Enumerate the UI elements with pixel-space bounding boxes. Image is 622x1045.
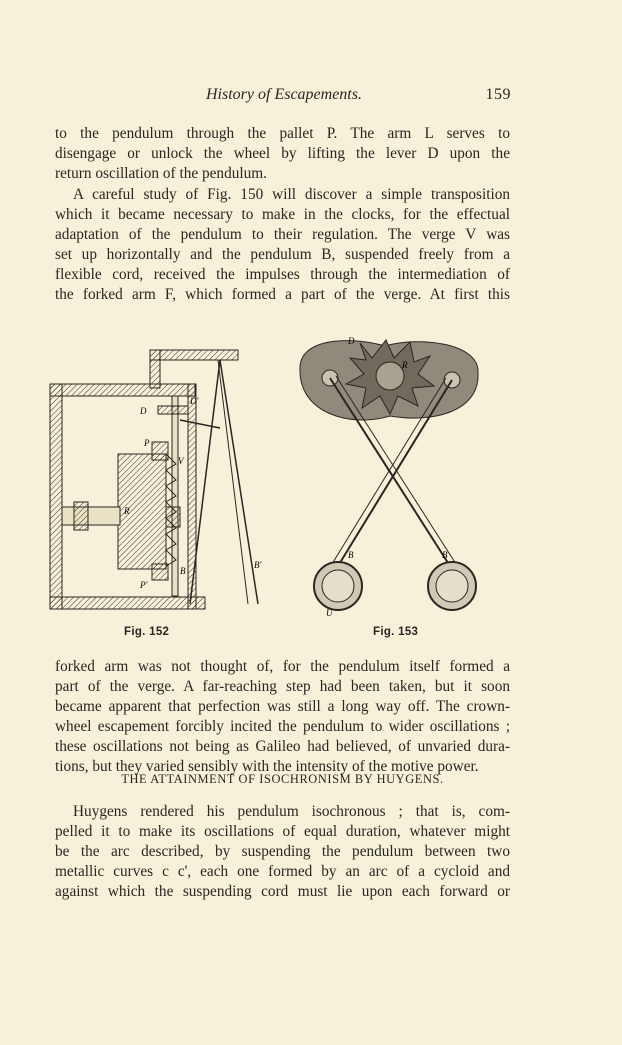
label-D: D <box>348 336 355 346</box>
text-line: Huygens rendered his pendulum isochronous ; that is, com- <box>73 803 510 820</box>
label-R: R <box>402 360 408 370</box>
cord <box>180 420 220 428</box>
label-B: B <box>180 566 186 576</box>
label-U: U <box>326 608 333 618</box>
wheel-hub <box>376 362 404 390</box>
pallet-P-prime <box>152 564 168 580</box>
page-number: 159 <box>485 86 511 103</box>
text-line: forked arm was not thought of, for the pendulum itself formed a <box>55 658 510 675</box>
text-line: to the pendulum through the pallet P. The arm L serves to <box>55 125 510 142</box>
text-line: tions, but they varied sensibly with the intensity of the motive power. <box>55 758 479 775</box>
text-line: pelled it to make its oscillations of equal duration, whatever might <box>55 823 510 840</box>
lever-D <box>158 406 188 414</box>
verge-arbor <box>172 396 178 596</box>
text-line: wheel escapement forcibly incited the pendulum to wider oscillations ; <box>55 718 510 735</box>
text-line: be the arc described, by suspending the pendulum between two <box>55 843 510 860</box>
running-header <box>55 86 513 108</box>
text-line: return oscillation of the pendulum. <box>55 165 267 182</box>
text-line: these oscillations not being as Galileo had believed, of unvaried dura- <box>55 738 510 755</box>
pendulum-bob-right-inner <box>436 570 468 602</box>
arbor-bearing <box>166 507 180 527</box>
text-line: which it became necessary to make in the clocks, for the effectual <box>55 206 510 223</box>
paragraph-2 <box>55 185 510 305</box>
frame-bottom <box>50 597 205 609</box>
section-heading: THE ATTAINMENT OF ISOCHRONISM BY HUYGENS. <box>121 772 444 786</box>
label-R: R <box>124 506 130 516</box>
text-line: adaptation of the pendulum to their regulation. The verge V was <box>55 226 510 243</box>
text-line: became apparent that perfection was still a long way off. The crown- <box>55 698 510 715</box>
label-P-prime: P' <box>140 580 148 590</box>
figure-152-illustration <box>40 342 270 617</box>
frame-left <box>50 384 62 609</box>
pendulum-rod-B-prime <box>220 360 258 604</box>
paragraph-4 <box>55 802 510 902</box>
label-B-prime: B' <box>254 560 262 570</box>
pallet-P <box>152 442 168 460</box>
label-B-right: B <box>442 550 448 560</box>
text-line: against which the suspending cord must lie upon each forward or <box>55 883 510 900</box>
bracket-post <box>150 350 160 388</box>
text-line: metallic curves c c', each one formed by an arc of a cycloid and <box>55 863 510 880</box>
label-D: D <box>140 406 147 416</box>
paragraph-3 <box>55 657 510 777</box>
top-bracket <box>150 350 238 360</box>
figure-153-caption: Fig. 153 <box>373 626 419 638</box>
label-B-left: B <box>348 550 354 560</box>
frame-top <box>50 384 195 396</box>
pinion <box>74 502 88 530</box>
label-P: P <box>144 438 150 448</box>
figure-152-caption: Fig. 152 <box>124 626 170 638</box>
text-line: A careful study of Fig. 150 will discover a simple transposition <box>73 186 510 203</box>
paragraph-1 <box>55 124 510 184</box>
running-title: History of Escapements. <box>206 86 362 103</box>
pendulum-rod-inner <box>218 360 248 604</box>
figure-153-illustration <box>290 328 490 618</box>
label-D-prime: D' <box>190 396 199 406</box>
text-line: flexible cord, received the impulses through the intermediation of <box>55 266 510 283</box>
text-line: part of the verge. A far-reaching step had been taken, but it soon <box>55 678 510 695</box>
frame-right <box>188 384 196 609</box>
text-line: the forked arm F, which formed a part of the verge. At first this <box>55 286 510 303</box>
text-line: set up horizontally and the pendulum B, suspended freely from a <box>55 246 510 263</box>
label-V: V <box>178 456 184 466</box>
pendulum-bob-left-inner <box>322 570 354 602</box>
text-line: disengage or unlock the wheel by lifting the lever D upon the <box>55 145 510 162</box>
wheel-arbor <box>62 507 120 525</box>
